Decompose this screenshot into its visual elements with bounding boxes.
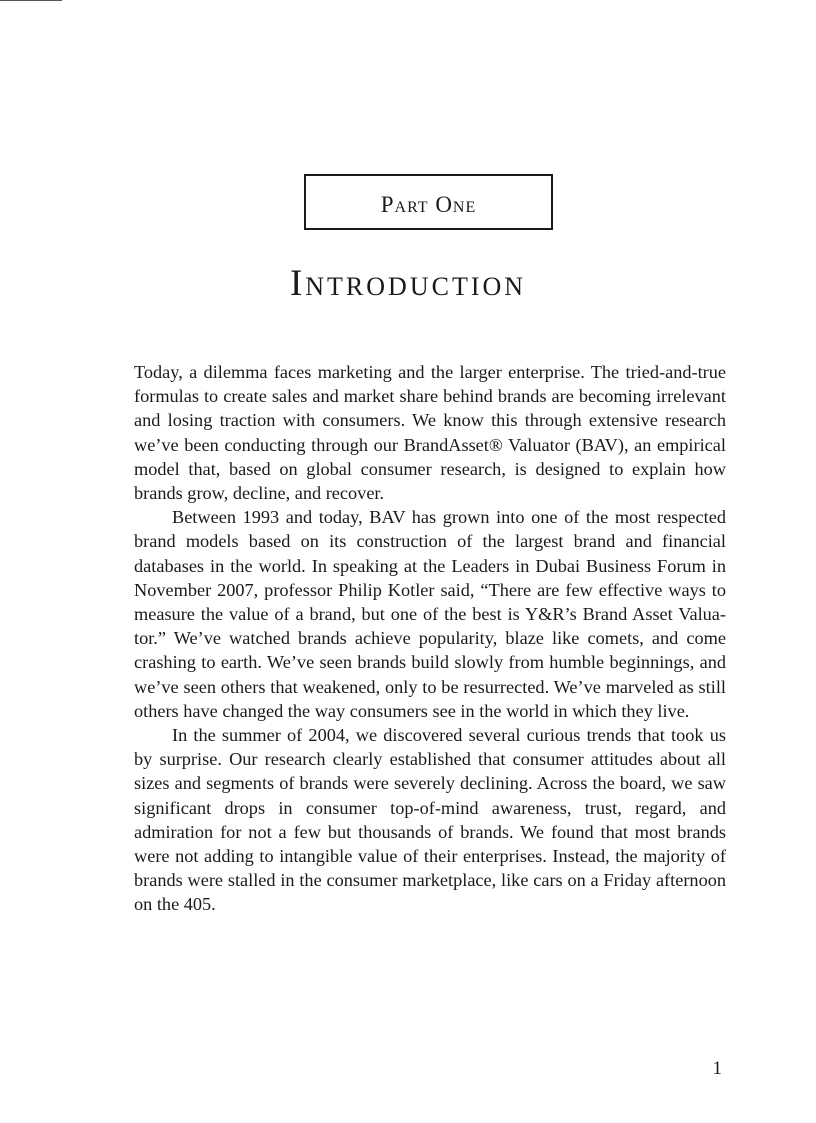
corner-rule	[0, 0, 62, 1]
paragraph: Between 1993 and today, BAV has grown into one of the most respected brand models based on its construction of the largest brand and financial databases in the world. In speaking at the Leaders in Dubai Business Forum in November 2007, professor Philip Kotler said, “There are few effective ways to measure the value of a brand, but one of the best is Y&R’s Brand Asset Valuator.” We’ve watched brands achieve popularity, blaze like comets, and come crashing to earth. We’ve seen brands build slowly from humble beginnings, and we’ve seen others that weakened, only to be resurrected. We’ve marveled as still others have changed the way consumers see in the world in which they live.	[134, 507, 726, 721]
paragraph: Today, a dilemma faces marketing and the larger enterprise. The tried-and-true formulas to create sales and market share behind brands are becoming irrelevant and losing traction with consumers. We know this through extensive research we’ve been conducting through our BrandAsset® Valuator (BAV), an empirical model that, based on global consumer research, is designed to explain how brands grow, decline, and recover.	[134, 362, 726, 504]
part-heading-box	[304, 174, 553, 230]
chapter-title: Introduction	[289, 263, 527, 304]
body-text	[134, 360, 726, 917]
paragraph: In the summer of 2004, we discovered several curious trends that took us by surprise. Our research clearly established that consumer attitudes about all sizes and segments of brands were severely declining. Across the board, we saw significant drops in consumer top-of-mind awareness, trust, regard, and admiration for not a few but thousands of brands. We found that most brands were not adding to intangible value of their enterprises. Instead, the majority of brands were stalled in the consumer marketplace, like cars on a Friday afternoon on the 405.	[134, 725, 726, 915]
part-label: Part One	[380, 192, 477, 217]
page-number: 1	[712, 1058, 722, 1079]
